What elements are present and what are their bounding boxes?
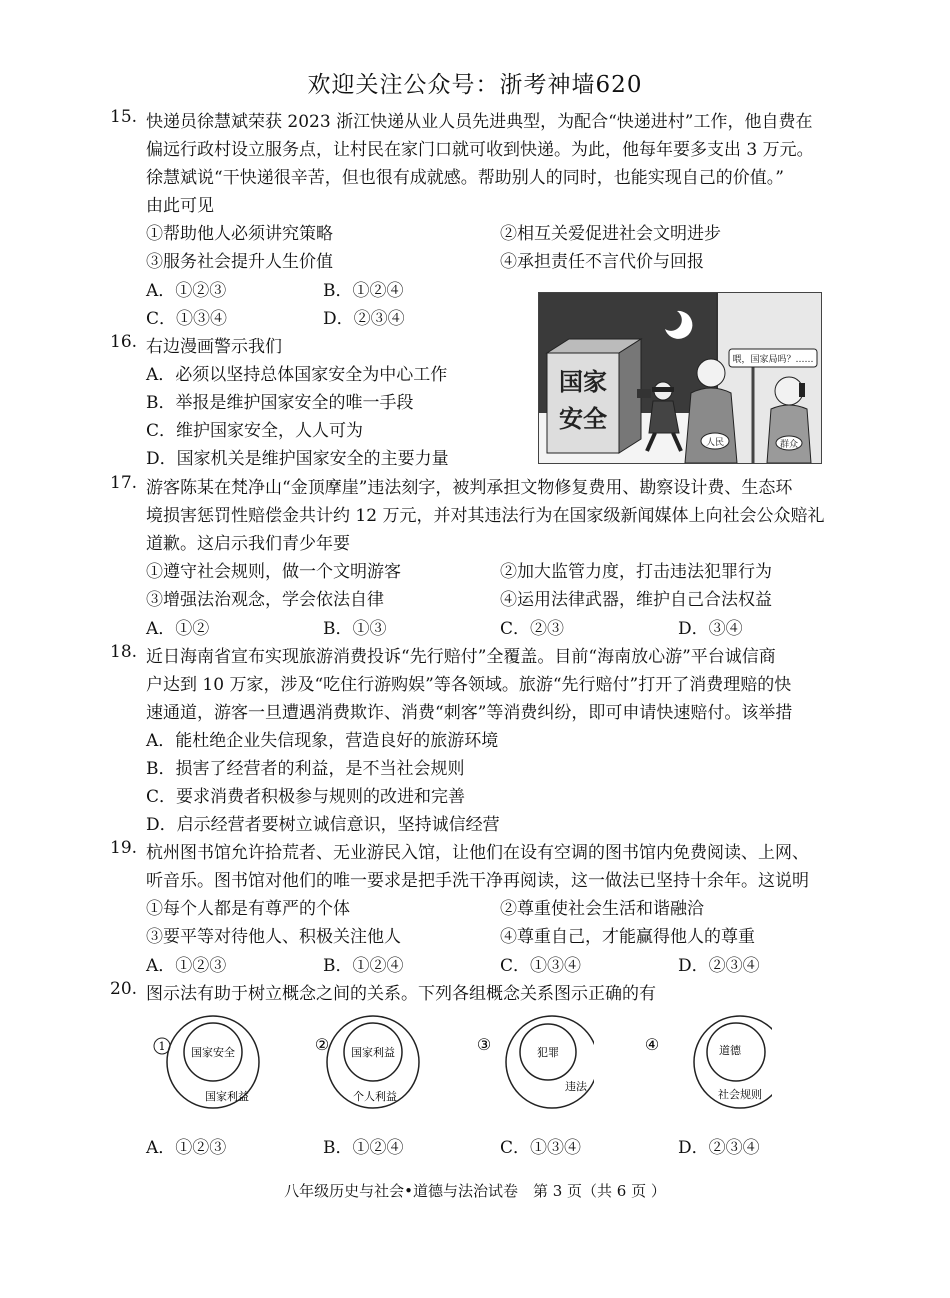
q18-stem-line-3: 速通道，游客一旦遭遇消费欺诈、消费“刺客”等消费纠纷，即可申请快速赔付。该举措	[146, 703, 793, 723]
q19-number: 19.	[110, 838, 138, 858]
q20-stem: 图示法有助于树立概念之间的关系。下列各组概念关系图示正确的有	[146, 984, 656, 1004]
diagram-1-number: 1	[158, 1040, 166, 1053]
q17-statement-3: ③增强法治观念，学会依法自律	[146, 590, 384, 610]
sign-line-2: 安全	[559, 405, 607, 433]
diagram-4-number: ④	[644, 1035, 660, 1054]
diagram-1-inner: 国家安全	[191, 1046, 235, 1059]
tag-people: 人民	[705, 438, 725, 448]
diagram-2-outer: 个人利益	[353, 1090, 397, 1103]
q20-number: 20.	[110, 979, 138, 999]
q15-stem-line-1: 快递员徐慧斌荣获 2023 浙江快递从业人员先进典型，为配合“快递进村”工作，他自费在	[146, 112, 813, 132]
q19-statement-1: ①每个人都是有尊严的个体	[146, 899, 350, 919]
q19-statement-2: ②尊重使社会生活和谐融洽	[500, 899, 704, 919]
tag-masses: 群众	[779, 440, 799, 450]
phone-icon	[799, 383, 805, 397]
q15-number: 15.	[110, 107, 138, 127]
diagram-3-number: ③	[476, 1035, 492, 1054]
q16-option-d: D．国家机关是维护国家安全的主要力量	[146, 449, 449, 469]
diagram-2	[312, 1010, 422, 1115]
citizen-head	[697, 359, 725, 387]
q17-statement-1: ①遵守社会规则，做一个文明游客	[146, 562, 401, 582]
q20-option-d: D．②③④	[678, 1138, 760, 1158]
page-footer: 八年级历史与社会•道德与法治试卷 第 3 页（共 6 页 ）	[284, 1182, 666, 1200]
q19-option-a: A．①②③	[146, 956, 227, 976]
citizen-2-head	[775, 377, 803, 405]
q19-option-c: C．①③④	[500, 956, 582, 976]
q17-option-a: A．①②	[146, 619, 210, 639]
q19-statement-3: ③要平等对待他人、积极关注他人	[146, 927, 401, 947]
diagram-1-outer: 国家利益	[205, 1090, 249, 1103]
q16-option-a: A．必须以坚持总体国家安全为中心工作	[146, 365, 448, 385]
diagram-4	[642, 1010, 772, 1115]
q19-option-d: D．②③④	[678, 956, 760, 976]
q16-number: 16.	[110, 332, 138, 352]
diagram-4-inner: 道德	[719, 1044, 741, 1057]
q17-number: 17.	[110, 473, 138, 493]
q19-stem-line-2: 听音乐。图书馆对他们的唯一要求是把手洗干净再阅读，这一做法已坚持十余年。这说明	[146, 871, 809, 891]
diagram-3	[474, 1010, 594, 1115]
q17-statement-4: ④运用法律武器，维护自己合法权益	[500, 590, 772, 610]
sign-line-1: 国家	[559, 368, 607, 396]
q18-option-a: A．能杜绝企业失信现象，营造良好的旅游环境	[146, 731, 499, 751]
q19-option-b: B．①②④	[323, 956, 404, 976]
q18-option-d: D．启示经营者要树立诚信意识，坚持诚信经营	[146, 815, 500, 835]
diagram-2-number: ②	[314, 1035, 330, 1054]
cartoon-illustration	[539, 293, 821, 463]
q19-stem-line-1: 杭州图书馆允许拾荒者、无业游民入馆，让他们在设有空调的图书馆内免费阅读、上网、	[146, 843, 809, 863]
q18-option-c: C．要求消费者积极参与规则的改进和完善	[146, 787, 466, 807]
diagram-1	[152, 1010, 272, 1115]
q17-stem-line-3: 道歉。这启示我们青少年要	[146, 534, 350, 554]
q16-option-b: B．举报是维护国家安全的唯一手段	[146, 393, 414, 413]
q16-option-c: C．维护国家安全，人人可为	[146, 421, 364, 441]
q17-statement-2: ②加大监管力度，打击违法犯罪行为	[500, 562, 772, 582]
q17-stem-line-2: 境损害惩罚性赔偿金共计约 12 万元，并对其违法行为在国家级新闻媒体上向社会公众赔礼	[146, 506, 825, 526]
q18-option-b: B．损害了经营者的利益，是不当社会规则	[146, 759, 465, 779]
q15-stem-line-4: 由此可见	[146, 196, 214, 216]
diagram-3-outer: 违法	[565, 1080, 587, 1093]
q15-statement-1: ①帮助他人必须讲究策略	[146, 224, 333, 244]
diagram-3-inner: 犯罪	[537, 1046, 559, 1059]
q15-option-b: B．①②④	[323, 281, 404, 301]
q15-option-d: D．②③④	[323, 309, 405, 329]
q17-option-c: C．②③	[500, 619, 565, 639]
q20-option-a: A．①②③	[146, 1138, 227, 1158]
q18-number: 18.	[110, 642, 138, 662]
page-header: 欢迎关注公众号：浙考神墙620	[307, 72, 643, 98]
q15-option-a: A．①②③	[146, 281, 227, 301]
q17-option-b: B．①③	[323, 619, 387, 639]
q20-option-c: C．①③④	[500, 1138, 582, 1158]
q15-stem-line-2: 偏远行政村设立服务点，让村民在家门口就可收到快递。为此，他每年要多支出 3 万元。	[146, 140, 814, 160]
q15-stem-line-3: 徐慧斌说“干快递很辛苦，但也很有成就感。帮助别人的同时，也能实现自己的价值。”	[146, 168, 784, 188]
national-security-cartoon	[538, 292, 822, 464]
q20-option-b: B．①②④	[323, 1138, 404, 1158]
q16-stem: 右边漫画警示我们	[146, 337, 282, 357]
q18-stem-line-1: 近日海南省宣布实现旅游消费投诉“先行赔付”全覆盖。目前“海南放心游”平台诚信商	[146, 647, 776, 667]
q17-option-d: D．③④	[678, 619, 743, 639]
q15-statement-2: ②相互关爱促进社会文明进步	[500, 224, 721, 244]
q18-stem-line-2: 户达到 10 万家，涉及“吃住行游购娱”等各领域。旅游“先行赔付”打开了消费理赔的快	[146, 675, 792, 695]
q15-statement-3: ③服务社会提升人生价值	[146, 252, 333, 272]
speech-bubble-text: 喂，国家局吗？……	[732, 355, 814, 365]
q19-statement-4: ④尊重自己，才能赢得他人的尊重	[500, 927, 755, 947]
diagram-4-outer: 社会规则	[718, 1088, 762, 1101]
diagram-2-inner: 国家利益	[351, 1046, 395, 1059]
camera-icon	[637, 389, 651, 398]
q17-stem-line-1: 游客陈某在梵净山“金顶摩崖”违法刻字，被判承担文物修复费用、勘察设计费、生态环	[146, 478, 793, 498]
q15-statement-4: ④承担责任不言代价与回报	[500, 252, 704, 272]
q15-option-c: C．①③④	[146, 309, 228, 329]
